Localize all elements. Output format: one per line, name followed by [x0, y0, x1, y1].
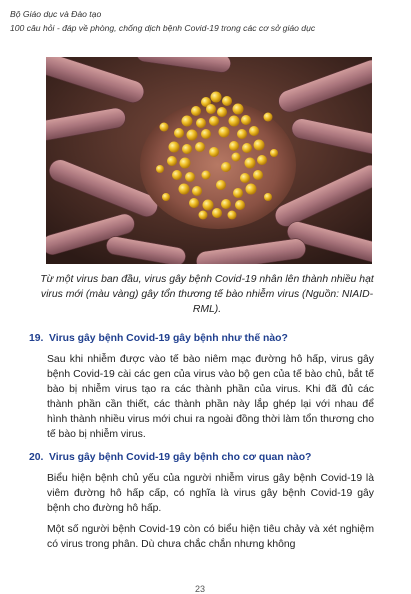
question-20-heading: [29, 452, 311, 463]
header-publisher: Bộ Giáo dục và Đào tạo: [10, 9, 102, 19]
question-20-number: 20.: [29, 452, 44, 463]
virus-micrograph-image: [46, 57, 372, 264]
question-19-title: Virus gây bệnh Covid-19 gây bệnh như thế nào?: [49, 333, 288, 344]
question-19-number: 19.: [29, 333, 44, 344]
header-book-title: 100 câu hỏi - đáp về phòng, chống dịch bệnh Covid-19 trong các cơ sở giáo dục: [10, 23, 316, 33]
question-20-answer-paragraph-2: Một số người bệnh Covid-19 còn có biểu hiện tiêu chảy và xét nghiệm có virus trong phân. Dù chưa chắc chắn nhưng không: [47, 524, 374, 550]
figure-caption: Từ một virus ban đầu, virus gây bệnh Covid-19 nhân lên thành nhiều hạt virus mới (màu vàng) gây tổn thương tế bào nhiễm virus (Nguồn: NIAID-RML).: [40, 274, 374, 315]
question-19-heading: [29, 333, 288, 344]
question-20-title: Virus gây bệnh Covid-19 gây bệnh cho cơ quan nào?: [49, 452, 312, 463]
page-number: 23: [195, 584, 206, 594]
running-header: [10, 7, 315, 35]
question-20-answer-paragraph-1: Biểu hiện bệnh chủ yếu của người nhiễm virus gây bệnh Covid-19 là viêm đường hô hấp cấp, có nghĩa là virus gây bệnh Covid-19 gây bệnh cho đường hô hấp.: [47, 473, 374, 514]
question-19-answer: Sau khi nhiễm được vào tế bào niêm mạc đường hô hấp, virus gây bệnh Covid-19 cài các gen của virus vào bộ gen của tế bào chủ, bắt tế bào bị nhiễm virus tạo ra các thành phần của virus. Khi đã đủ các thành phần cần thiết, các thành phần này lắp ghép lại với nhau để hình thành nhiều virus mới chui ra ngoài đồng thời làm tổn thương cho tế bào bị nhiễm virus.: [47, 354, 374, 440]
